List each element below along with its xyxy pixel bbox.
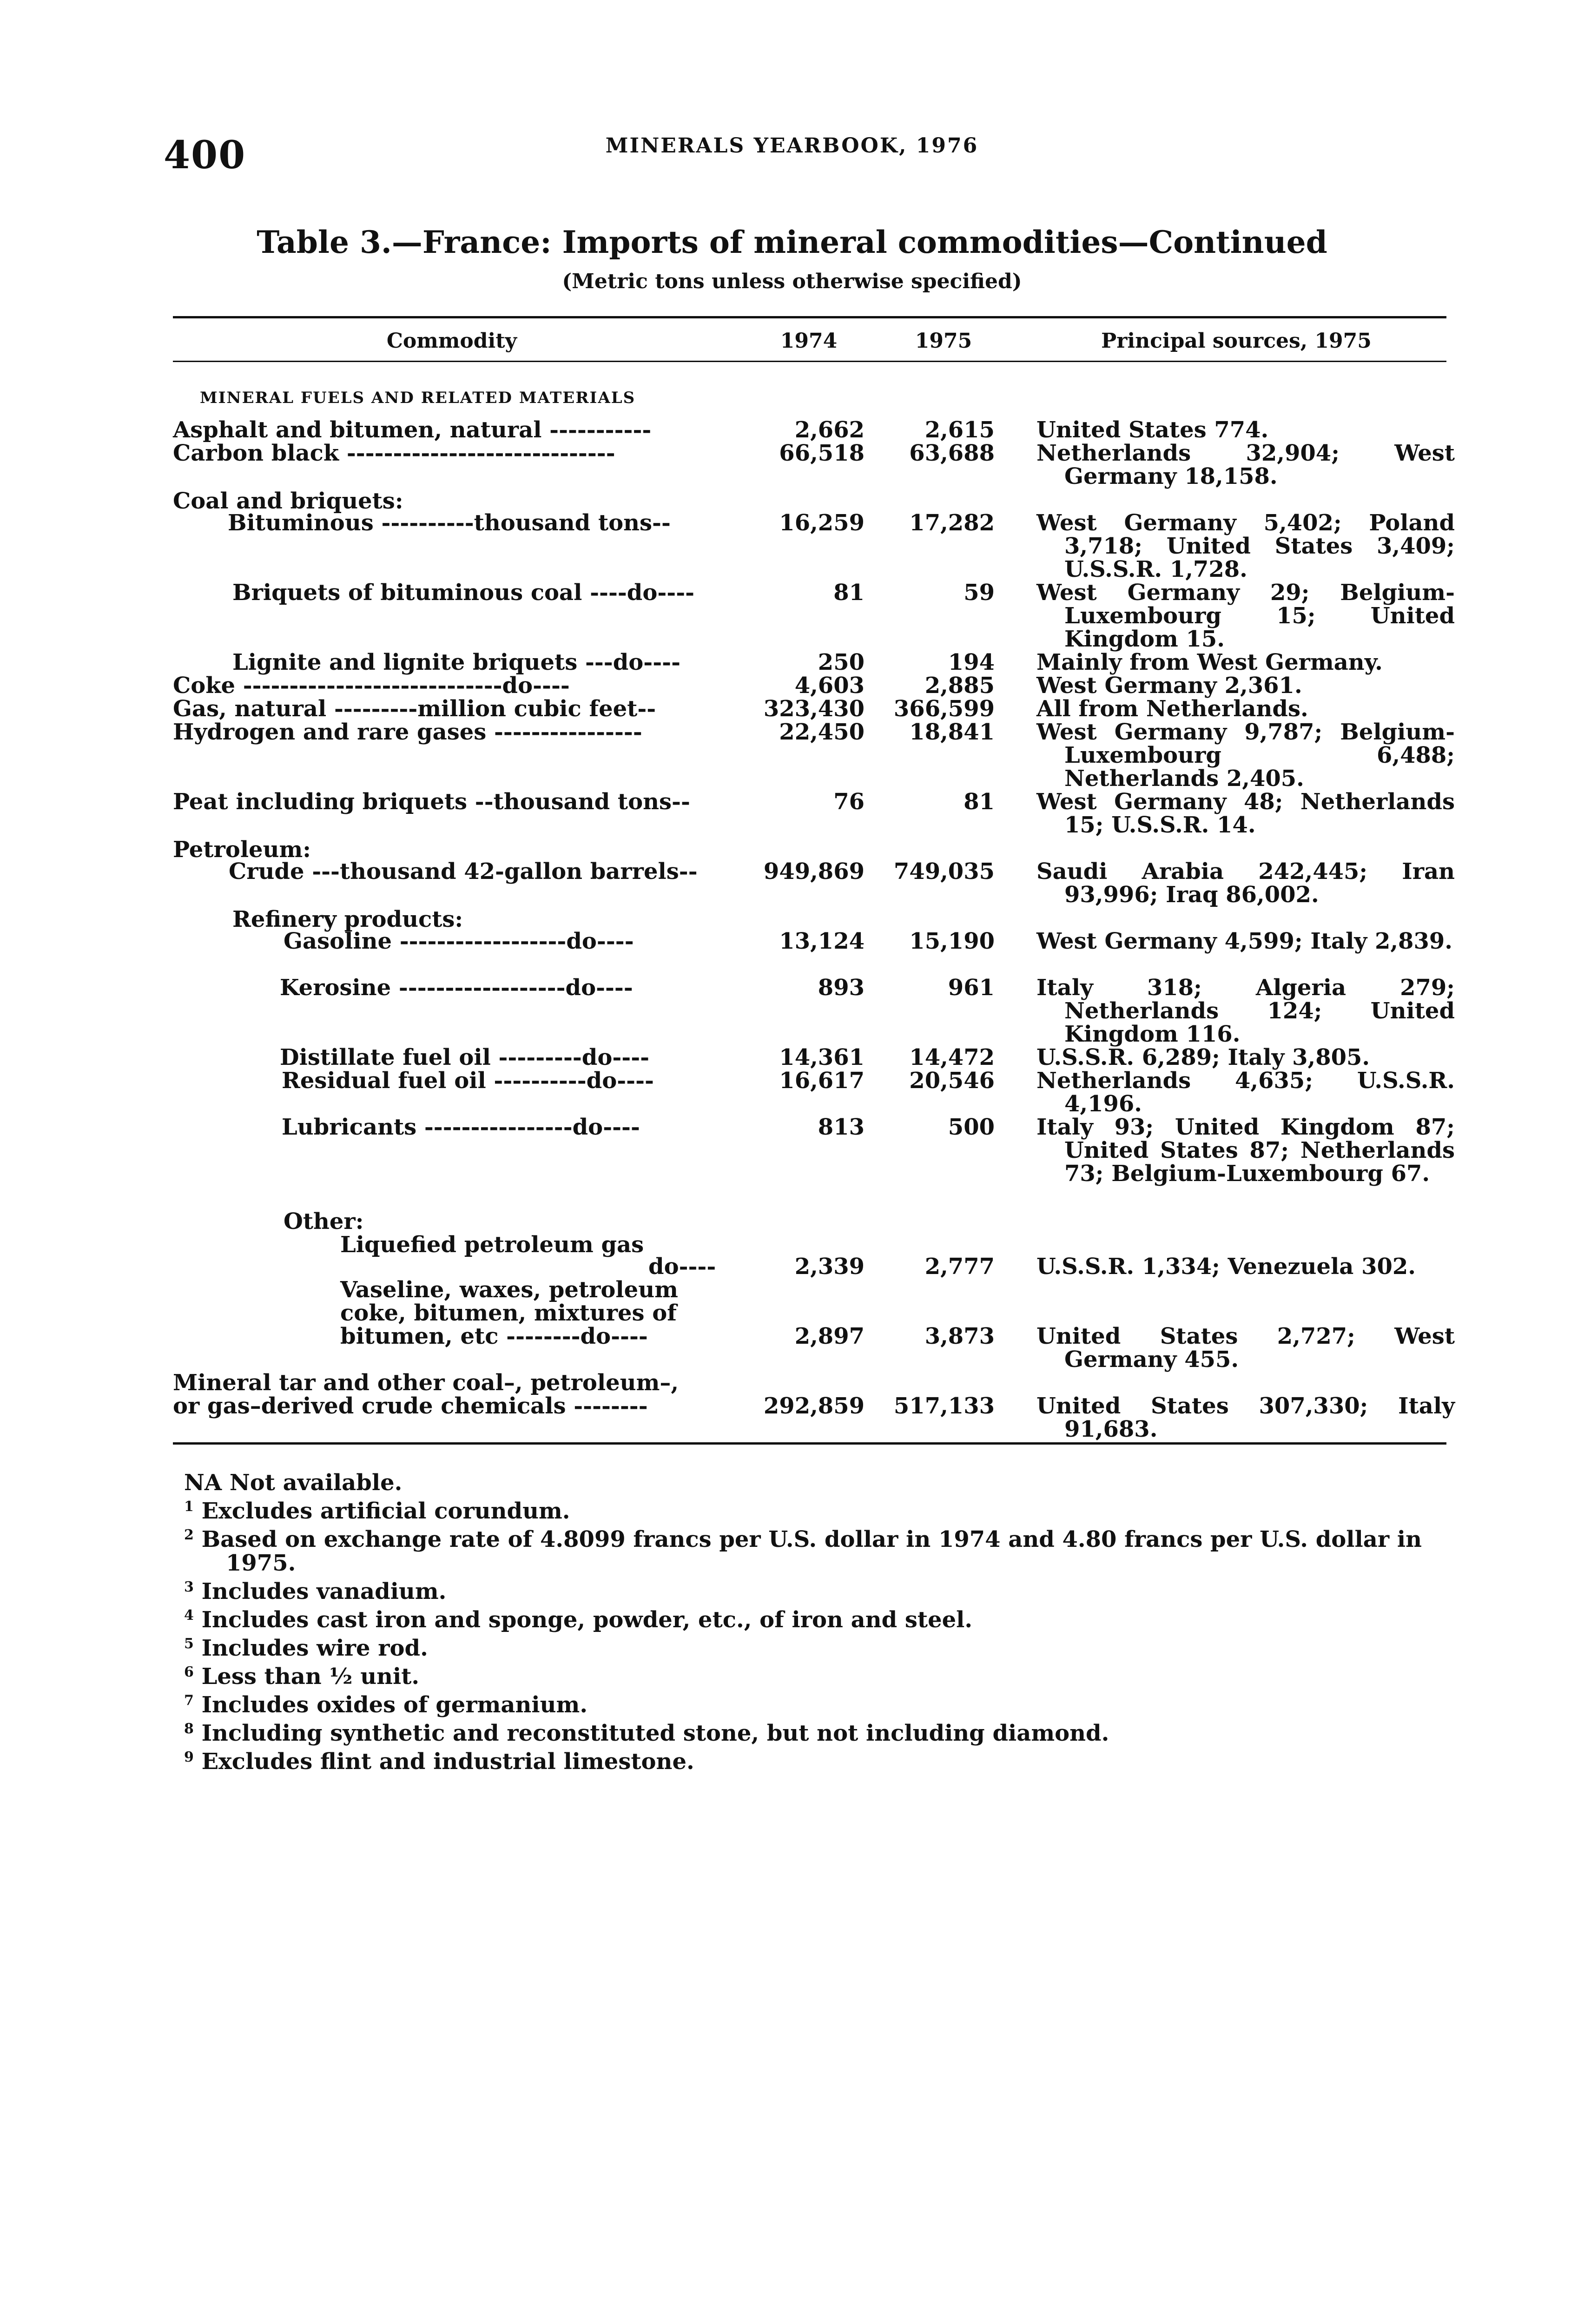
value-1975: 3,873 xyxy=(924,1323,995,1349)
principal-sources: United States 774. xyxy=(1036,417,1269,443)
footnote-mark: 8 xyxy=(184,1721,194,1737)
footnote-text: Includes oxides of germanium. xyxy=(201,1692,588,1718)
commodity-label: Bituminous ----------thousand tons-- xyxy=(228,510,671,536)
group-label-lpg: Liquefied petroleum gas xyxy=(340,1232,644,1258)
running-head: MINERALS YEARBOOK, 1976 xyxy=(605,134,979,158)
value-1975: 194 xyxy=(948,649,995,675)
commodity-label: do---- xyxy=(648,1254,716,1280)
principal-sources: Netherlands 4,635; U.S.S.R. 4,196. xyxy=(1036,1068,1455,1117)
principal-sources: U.S.S.R. 1,334; Venezuela 302. xyxy=(1036,1254,1416,1280)
value-1975: 749,035 xyxy=(893,858,995,885)
footnote-mark: 5 xyxy=(184,1636,194,1652)
principal-sources: West Germany 29; Belgium-Luxembourg 15; United Kingdom 15. xyxy=(1036,580,1455,652)
footnote xyxy=(184,1689,1458,1717)
value-1975: 14,472 xyxy=(909,1044,995,1070)
principal-sources: West Germany 2,361. xyxy=(1036,673,1302,699)
footnote-mark: 4 xyxy=(184,1607,194,1624)
footnote-text: Less than ½ unit. xyxy=(201,1664,420,1690)
footnote xyxy=(184,1604,1458,1632)
footnote-text: Based on exchange rate of 4.8099 francs per U.S. dollar in 1974 and 4.80 francs per U.S. dollar in 1975. xyxy=(201,1526,1422,1576)
principal-sources: Netherlands 32,904; West Germany 18,158. xyxy=(1036,440,1455,489)
commodity-label: Hydrogen and rare gases ---------------- xyxy=(173,719,642,745)
footnote xyxy=(184,1495,1458,1523)
commodity-label: Peat including briquets --thousand tons-- xyxy=(173,789,690,815)
table-header-rule xyxy=(173,361,1446,362)
commodity-label: Lubricants ----------------do---- xyxy=(282,1114,640,1140)
commodity-label: Vaseline, waxes, petroleum coke, bitumen, mixtures of bitumen, etc --------do---- xyxy=(340,1277,678,1349)
column-header-commodity: Commodity xyxy=(386,329,517,353)
commodity-label: Residual fuel oil ----------do---- xyxy=(282,1068,654,1094)
footnote xyxy=(184,1717,1458,1745)
principal-sources: West Germany 5,402; Poland 3,718; United States 3,409; U.S.S.R. 1,728. xyxy=(1036,510,1455,582)
group-label-refinery: Refinery products: xyxy=(232,906,463,932)
value-1974: 16,617 xyxy=(779,1068,865,1094)
commodity-label: Carbon black ----------------------------- xyxy=(173,440,615,466)
commodity-label: Lignite and lignite briquets ---do---- xyxy=(232,649,680,675)
principal-sources: West Germany 4,599; Italy 2,839. xyxy=(1036,928,1452,954)
value-1974: 2,662 xyxy=(794,417,865,443)
commodity-label: Kerosine ------------------do---- xyxy=(280,975,633,1001)
footnote-mark: 1 xyxy=(184,1499,194,1515)
footnotes xyxy=(184,1471,1458,1774)
section-heading: MINERAL FUELS AND RELATED MATERIALS xyxy=(200,389,636,407)
value-1974: 14,361 xyxy=(779,1044,865,1070)
footnote xyxy=(184,1471,1458,1495)
commodity-label: Mineral tar and other coal–, petroleum–, or gas–derived crude chemicals -------- xyxy=(173,1370,679,1419)
column-header-sources: Principal sources, 1975 xyxy=(1101,329,1372,353)
value-1975: 366,599 xyxy=(893,696,995,722)
value-1974: 2,897 xyxy=(794,1323,865,1349)
principal-sources: United States 307,330; Italy 91,683. xyxy=(1036,1393,1455,1442)
value-1974: 813 xyxy=(818,1114,865,1140)
principal-sources: U.S.S.R. 6,289; Italy 3,805. xyxy=(1036,1044,1370,1070)
value-1975: 20,546 xyxy=(909,1068,995,1094)
value-1974: 250 xyxy=(818,649,865,675)
footnote-mark: 6 xyxy=(184,1664,194,1680)
principal-sources: West Germany 9,787; Belgium-Luxembourg 6,488; Netherlands 2,405. xyxy=(1036,719,1455,792)
value-1975: 15,190 xyxy=(909,928,995,954)
commodity-label: Briquets of bituminous coal ----do---- xyxy=(232,580,695,606)
footnote-text: NA Not available. xyxy=(184,1470,403,1496)
footnote-text: Includes vanadium. xyxy=(201,1578,447,1604)
footnote-text: Excludes artificial corundum. xyxy=(201,1498,570,1524)
value-1974: 22,450 xyxy=(779,719,865,745)
footnote-text: Includes cast iron and sponge, powder, etc., of iron and steel. xyxy=(201,1607,973,1633)
principal-sources: United States 2,727; West Germany 455. xyxy=(1036,1323,1455,1373)
value-1975: 961 xyxy=(948,975,995,1001)
group-label-other: Other: xyxy=(284,1208,364,1235)
principal-sources: Saudi Arabia 242,445; Iran 93,996; Iraq 86,002. xyxy=(1036,858,1455,908)
footnote-mark: 7 xyxy=(184,1692,194,1709)
commodity-label: Crude ---thousand 42-gallon barrels-- xyxy=(229,858,698,885)
value-1974: 4,603 xyxy=(794,673,865,699)
page-number: 400 xyxy=(164,133,246,178)
value-1975: 18,841 xyxy=(909,719,995,745)
value-1974: 81 xyxy=(833,580,865,606)
footnote xyxy=(184,1660,1458,1689)
commodity-label: Coke ----------------------------do---- xyxy=(173,673,570,699)
value-1974: 2,339 xyxy=(794,1254,865,1280)
value-1975: 500 xyxy=(948,1114,995,1140)
value-1974: 16,259 xyxy=(779,510,865,536)
footnote-text: Including synthetic and reconstituted stone, but not including diamond. xyxy=(201,1720,1109,1746)
value-1974: 292,859 xyxy=(763,1393,865,1419)
value-1975: 2,777 xyxy=(924,1254,995,1280)
footnote-mark: 3 xyxy=(184,1579,194,1595)
value-1975: 63,688 xyxy=(909,440,995,466)
footnote-mark: 2 xyxy=(184,1527,194,1543)
value-1974: 949,869 xyxy=(763,858,865,885)
group-label-coal: Coal and briquets: xyxy=(173,488,403,514)
group-label-petroleum: Petroleum: xyxy=(173,837,311,863)
value-1975: 2,885 xyxy=(924,673,995,699)
principal-sources: West Germany 48; Netherlands 15; U.S.S.R. 14. xyxy=(1036,789,1455,838)
principal-sources: Italy 318; Algeria 279; Netherlands 124; United Kingdom 116. xyxy=(1036,975,1455,1047)
column-header-1975: 1975 xyxy=(915,329,972,353)
value-1974: 66,518 xyxy=(779,440,865,466)
value-1974: 893 xyxy=(818,975,865,1001)
principal-sources: Italy 93; United Kingdom 87; United States 87; Netherlands 73; Belgium-Luxembourg 67. xyxy=(1036,1114,1455,1187)
footnote-mark: 9 xyxy=(184,1749,194,1765)
principal-sources: All from Netherlands. xyxy=(1036,696,1308,722)
value-1975: 81 xyxy=(964,789,995,815)
table-subtitle: (Metric tons unless otherwise specified) xyxy=(562,270,1022,293)
value-1974: 76 xyxy=(833,789,865,815)
value-1975: 2,615 xyxy=(924,417,995,443)
footnote xyxy=(184,1523,1458,1575)
footnote xyxy=(184,1745,1458,1774)
value-1974: 323,430 xyxy=(763,696,865,722)
footnote xyxy=(184,1632,1458,1660)
footnote-text: Excludes flint and industrial limestone. xyxy=(201,1749,694,1775)
value-1974: 13,124 xyxy=(779,928,865,954)
commodity-label: Distillate fuel oil ---------do---- xyxy=(280,1044,650,1070)
commodity-label: Gasoline ------------------do---- xyxy=(284,928,634,954)
value-1975: 59 xyxy=(964,580,995,606)
footnote xyxy=(184,1575,1458,1604)
table-title: Table 3.—France: Imports of mineral commodities—Continued xyxy=(257,224,1327,260)
column-header-1974: 1974 xyxy=(780,329,838,353)
table-top-rule xyxy=(173,316,1446,318)
commodity-label: Asphalt and bitumen, natural ----------- xyxy=(173,417,652,443)
commodity-label: Gas, natural ---------million cubic feet-- xyxy=(173,696,656,722)
footnote-text: Includes wire rod. xyxy=(201,1635,428,1661)
value-1975: 517,133 xyxy=(893,1393,995,1419)
value-1975: 17,282 xyxy=(909,510,995,536)
principal-sources: Mainly from West Germany. xyxy=(1036,649,1383,675)
table-bottom-rule xyxy=(173,1442,1446,1445)
